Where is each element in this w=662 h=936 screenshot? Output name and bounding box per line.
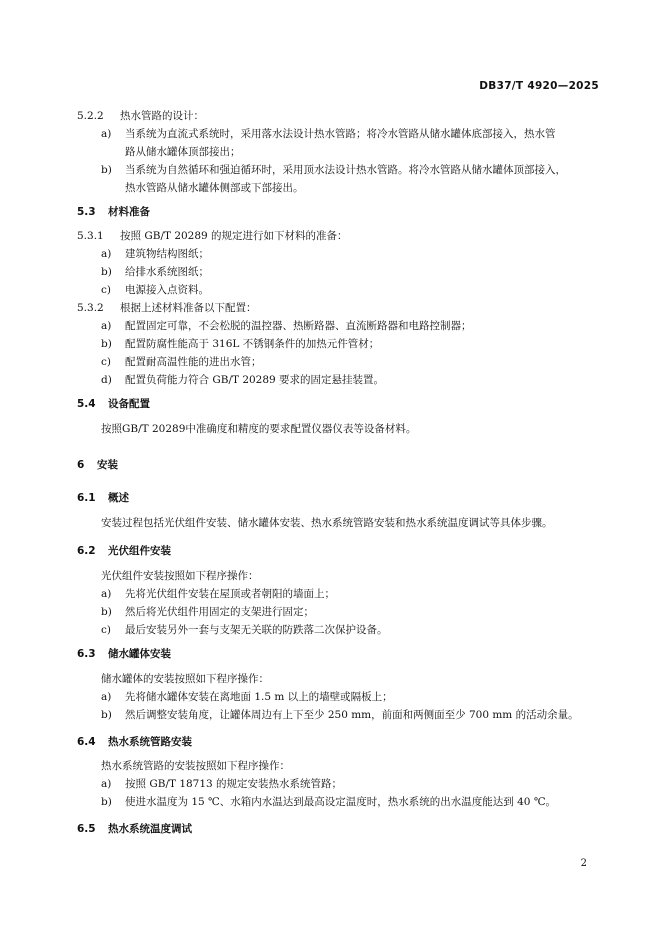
item-marker: a) xyxy=(101,320,112,332)
page-number: 2 xyxy=(580,858,587,869)
chapter-number: 6 xyxy=(77,459,85,471)
chapter-6-heading xyxy=(77,458,118,472)
clause-number: 5.2.2 xyxy=(77,110,104,122)
section-number: 6.3 xyxy=(77,648,96,660)
item-text: 先将光伏组件安装在屋顶或者朝阳的墙面上； xyxy=(125,588,335,600)
item-text: 先将储水罐体安装在离地面 1.5 m 以上的墙壁或隔板上； xyxy=(125,691,393,703)
paragraph: 按照GB/T 20289中准确度和精度的要求配置仪器仪表等设备材料。 xyxy=(101,423,417,435)
clause-text: 按照 GB/T 20289 的规定进行如下材料的准备： xyxy=(120,230,348,242)
section-6-4-heading xyxy=(77,735,192,749)
list-item xyxy=(101,127,556,141)
section-number: 6.1 xyxy=(77,492,96,504)
list-item-continuation: 热水管路从储水罐体侧部或下部接出。 xyxy=(125,182,304,194)
section-6-3-heading xyxy=(77,647,171,661)
item-text: 最后安装另外一套与支架无关联的防跌落二次保护设备。 xyxy=(125,624,388,636)
section-title: 材料准备 xyxy=(108,206,150,218)
list-item xyxy=(101,319,472,333)
list-item xyxy=(101,708,579,722)
item-marker: a) xyxy=(101,248,112,260)
section-title: 设备配置 xyxy=(108,398,150,410)
section-title: 热水系统管路安装 xyxy=(108,736,192,748)
item-marker: c) xyxy=(101,356,111,368)
list-item xyxy=(101,373,384,387)
section-5-3-heading xyxy=(77,205,150,219)
clause-number: 5.3.1 xyxy=(77,230,104,242)
item-text: 配置负荷能力符合 GB/T 20289 要求的固定悬挂装置。 xyxy=(125,374,385,386)
list-item xyxy=(101,605,314,619)
item-marker: b) xyxy=(101,164,112,176)
item-marker: b) xyxy=(101,796,112,808)
section-number: 5.3 xyxy=(77,206,96,218)
list-item xyxy=(101,623,388,637)
section-number: 5.4 xyxy=(77,398,96,410)
clause-5-3-2 xyxy=(77,301,257,315)
paragraph: 储水罐体的安装按照如下程序操作： xyxy=(101,673,269,685)
section-6-1-heading xyxy=(77,491,129,505)
list-item xyxy=(101,163,566,177)
list-item xyxy=(101,587,335,601)
item-marker: b) xyxy=(101,338,112,350)
chapter-title: 安装 xyxy=(97,459,118,471)
section-title: 光伏组件安装 xyxy=(108,545,171,557)
item-marker: d) xyxy=(101,374,112,386)
item-text: 然后调整安装角度，让罐体周边有上下至少 250 mm，前面和两侧面至少 700 mm 的活动余量。 xyxy=(125,709,579,721)
section-title: 概述 xyxy=(108,492,129,504)
item-marker: a) xyxy=(101,778,112,790)
list-item xyxy=(101,690,393,704)
list-item xyxy=(101,265,209,279)
clause-text: 根据上述材料准备以下配置： xyxy=(120,302,257,314)
clause-number: 5.3.2 xyxy=(77,302,104,314)
list-item xyxy=(101,247,209,261)
section-number: 6.4 xyxy=(77,736,96,748)
item-text: 配置防腐性能高于 316L 不锈钢条件的加热元件管材； xyxy=(125,338,380,350)
clause-text: 热水管路的设计： xyxy=(120,110,204,122)
paragraph: 安装过程包括光伏组件安装、储水罐体安装、热水系统管路安装和热水系统温度调试等具体步骤。 xyxy=(101,517,553,529)
list-item xyxy=(101,283,209,297)
list-item xyxy=(101,795,556,809)
item-text: 给排水系统图纸； xyxy=(125,266,209,278)
section-6-5-heading xyxy=(77,822,192,836)
item-text: 配置固定可靠，不会松脱的温控器、热断路器、直流断路器和电路控制器； xyxy=(125,320,472,332)
list-item xyxy=(101,777,342,791)
section-title: 储水罐体安装 xyxy=(108,648,171,660)
item-marker: c) xyxy=(101,624,111,636)
list-item xyxy=(101,355,262,369)
section-number: 6.5 xyxy=(77,823,96,835)
item-text: 按照 GB/T 18713 的规定安装热水系统管路； xyxy=(125,778,343,790)
item-marker: b) xyxy=(101,606,112,618)
item-text: 然后将光伏组件用固定的支架进行固定； xyxy=(125,606,314,618)
item-marker: a) xyxy=(101,691,112,703)
item-marker: c) xyxy=(101,284,111,296)
list-item xyxy=(101,337,379,351)
item-text: 配置耐高温性能的进出水管； xyxy=(125,356,262,368)
item-text: 当系统为直流式系统时，采用落水法设计热水管路；将冷水管路从储水罐体底部接入，热水管 xyxy=(125,128,556,140)
document-id-header: DB37/T 4920—2025 xyxy=(479,80,599,92)
item-text: 当系统为自然循环和强迫循环时，采用顶水法设计热水管路。将冷水管路从储水罐体顶部接入， xyxy=(125,164,566,176)
paragraph: 光伏组件安装按照如下程序操作： xyxy=(101,570,259,582)
item-text: 电源接入点资料。 xyxy=(125,284,209,296)
item-marker: a) xyxy=(101,128,112,140)
item-marker: b) xyxy=(101,709,112,721)
section-6-2-heading xyxy=(77,544,171,558)
item-text: 使进水温度为 15 ℃、水箱内水温达到最高设定温度时，热水系统的出水温度能达到 40 ℃。 xyxy=(125,796,557,808)
section-5-4-heading xyxy=(77,397,150,411)
paragraph: 热水系统管路的安装按照如下程序操作： xyxy=(101,760,290,772)
list-item-continuation: 路从储水罐体顶部接出； xyxy=(125,146,241,158)
item-marker: a) xyxy=(101,588,112,600)
clause-5-3-1 xyxy=(77,229,348,243)
item-marker: b) xyxy=(101,266,112,278)
section-number: 6.2 xyxy=(77,545,96,557)
section-title: 热水系统温度调试 xyxy=(108,823,192,835)
clause-5-2-2 xyxy=(77,109,204,123)
item-text: 建筑物结构图纸； xyxy=(125,248,209,260)
